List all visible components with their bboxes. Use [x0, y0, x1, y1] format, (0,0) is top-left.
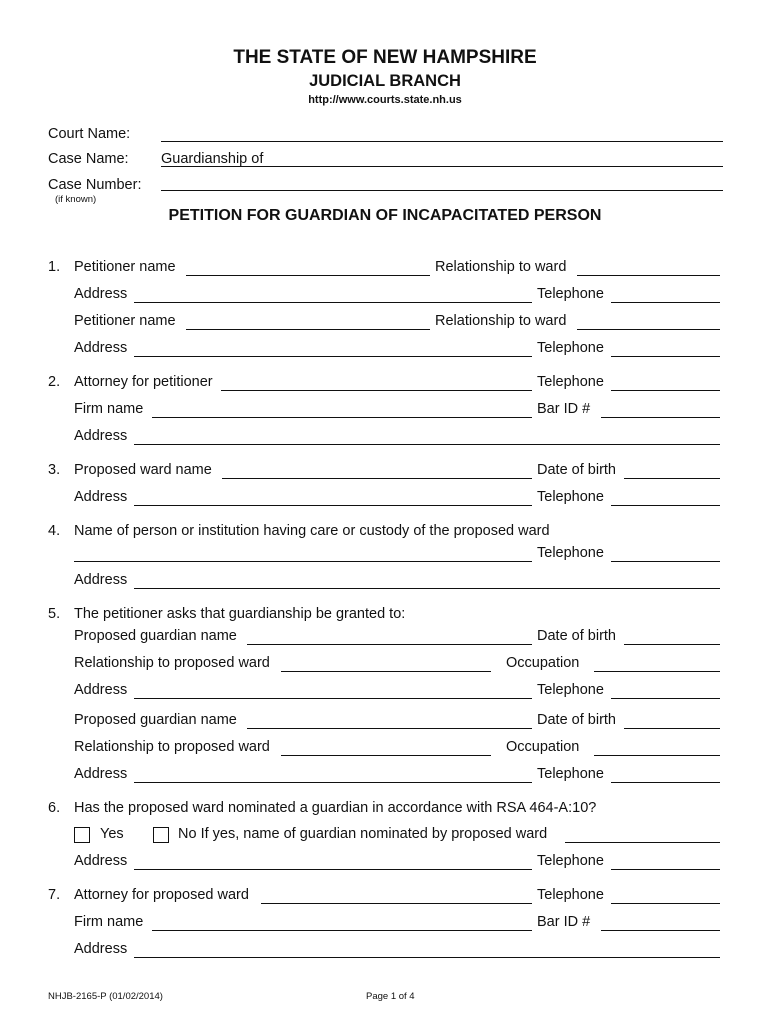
item-number: 3. [48, 462, 61, 478]
state-title: THE STATE OF NEW HAMPSHIRE [233, 47, 537, 68]
attorney-ward-field[interactable] [261, 903, 532, 904]
telephone-label: Telephone [537, 766, 604, 782]
form-id: NHJB-2165-P (01/02/2014) [48, 991, 163, 1002]
telephone-label: Telephone [537, 853, 604, 869]
branch-title: JUDICIAL BRANCH [309, 72, 461, 90]
telephone-field[interactable] [611, 698, 720, 699]
telephone-field[interactable] [611, 869, 720, 870]
custody-name-row [48, 545, 720, 565]
guardian-1-relationship-row [48, 655, 720, 675]
date-of-birth-field[interactable] [624, 728, 720, 729]
firm-name-label: Firm name [74, 401, 144, 417]
address-label: Address [74, 853, 128, 869]
petitioner-name-field[interactable] [186, 329, 430, 330]
ward-attorney-address-row [48, 941, 720, 961]
telephone-label: Telephone [537, 286, 604, 302]
petitioner-1-row [48, 259, 720, 279]
guardian-2-address-row [48, 766, 720, 786]
telephone-field[interactable] [611, 505, 720, 506]
occupation-label: Occupation [506, 655, 580, 671]
item-number: 7. [48, 887, 61, 903]
proposed-guardian-label: Proposed guardian name [74, 628, 237, 644]
firm-name-field[interactable] [152, 417, 532, 418]
date-of-birth-label: Date of birth [537, 712, 616, 728]
item-number: 2. [48, 374, 61, 390]
relationship-label: Relationship to ward [435, 313, 567, 329]
telephone-field[interactable] [611, 561, 720, 562]
case-name-label: Case Name: [48, 151, 129, 167]
attorney-petitioner-field[interactable] [221, 390, 532, 391]
telephone-field[interactable] [611, 356, 720, 357]
item-number: 1. [48, 259, 61, 275]
date-of-birth-label: Date of birth [537, 628, 616, 644]
address-field[interactable] [134, 782, 532, 783]
telephone-label: Telephone [537, 374, 604, 390]
bar-id-label: Bar ID # [537, 914, 591, 930]
address-label: Address [74, 340, 128, 356]
bar-id-field[interactable] [601, 417, 720, 418]
no-checkbox[interactable] [153, 827, 169, 843]
bar-id-field[interactable] [601, 930, 720, 931]
petitioner-name-label: Petitioner name [74, 259, 176, 275]
nomination-answer-row [48, 826, 720, 846]
address-field[interactable] [134, 698, 532, 699]
guardian-1-row [48, 628, 720, 648]
custody-question-row [48, 523, 720, 543]
attorney-petitioner-label: Attorney for petitioner [74, 374, 213, 390]
proposed-guardian-label: Proposed guardian name [74, 712, 237, 728]
bar-id-label: Bar ID # [537, 401, 591, 417]
occupation-field[interactable] [594, 671, 720, 672]
yes-label: Yes [100, 826, 124, 842]
if-known-note: (if known) [55, 194, 97, 205]
telephone-label: Telephone [537, 545, 604, 561]
relationship-field[interactable] [577, 329, 720, 330]
occupation-label: Occupation [506, 739, 580, 755]
date-of-birth-field[interactable] [624, 478, 720, 479]
relationship-label: Relationship to ward [435, 259, 567, 275]
occupation-field[interactable] [594, 755, 720, 756]
telephone-field[interactable] [611, 903, 720, 904]
petitioner-2-row [48, 313, 720, 333]
court-url[interactable]: http://www.courts.state.nh.us [308, 94, 462, 106]
guardianship-question-row [48, 606, 720, 626]
item-number: 6. [48, 800, 61, 816]
address-field[interactable] [134, 505, 532, 506]
form-title: PETITION FOR GUARDIAN OF INCAPACITATED PERSON [168, 207, 602, 224]
custody-name-field[interactable] [74, 561, 532, 562]
telephone-field[interactable] [611, 302, 720, 303]
case-name-prefix: Guardianship of [161, 151, 264, 167]
telephone-field[interactable] [611, 782, 720, 783]
attorney-ward-label: Attorney for proposed ward [74, 887, 249, 903]
relationship-field[interactable] [577, 275, 720, 276]
address-field[interactable] [134, 869, 532, 870]
guardianship-question: The petitioner asks that guardianship be granted to: [74, 606, 406, 622]
nominated-guardian-field[interactable] [565, 842, 720, 843]
case-number-field[interactable] [161, 190, 723, 191]
address-label: Address [74, 428, 128, 444]
firm-name-field[interactable] [152, 930, 532, 931]
guardian-1-address-row [48, 682, 720, 702]
petitioner-2-address-row [48, 340, 720, 360]
item-number: 5. [48, 606, 61, 622]
telephone-label: Telephone [537, 489, 604, 505]
petitioner-1-address-row [48, 286, 720, 306]
guardian-2-relationship-row [48, 739, 720, 759]
address-label: Address [74, 572, 128, 588]
custody-address-row [48, 572, 720, 592]
address-label: Address [74, 941, 128, 957]
nominated-address-row [48, 853, 720, 873]
firm-row [48, 401, 720, 421]
telephone-label: Telephone [537, 887, 604, 903]
telephone-label: Telephone [537, 682, 604, 698]
petitioner-name-field[interactable] [186, 275, 430, 276]
firm-name-label: Firm name [74, 914, 144, 930]
address-field[interactable] [134, 356, 532, 357]
address-label: Address [74, 766, 128, 782]
custody-question: Name of person or institution having care or custody of the proposed ward [74, 523, 550, 539]
proposed-guardian-field[interactable] [247, 728, 532, 729]
address-field[interactable] [134, 957, 720, 958]
relationship-proposed-ward-label: Relationship to proposed ward [74, 655, 270, 671]
no-label: No If yes, name of guardian nominated by proposed ward [178, 826, 548, 842]
attorney-address-row [48, 428, 720, 448]
nomination-question: Has the proposed ward nominated a guardian in accordance with RSA 464-A:10? [74, 800, 597, 816]
address-label: Address [74, 286, 128, 302]
proposed-ward-field[interactable] [222, 478, 532, 479]
proposed-ward-row [48, 462, 720, 482]
guardian-2-row [48, 712, 720, 732]
address-field[interactable] [134, 302, 532, 303]
petitioner-name-label: Petitioner name [74, 313, 176, 329]
page-number: Page 1 of 4 [366, 991, 415, 1002]
attorney-ward-row [48, 887, 720, 907]
relationship-proposed-ward-field[interactable] [281, 755, 491, 756]
address-field[interactable] [134, 444, 720, 445]
telephone-label: Telephone [537, 340, 604, 356]
ward-address-row [48, 489, 720, 509]
relationship-proposed-ward-field[interactable] [281, 671, 491, 672]
case-number-label: Case Number: [48, 177, 142, 193]
address-label: Address [74, 489, 128, 505]
case-name-field[interactable] [161, 166, 723, 167]
address-field[interactable] [134, 588, 720, 589]
attorney-petitioner-row [48, 374, 720, 394]
yes-checkbox[interactable] [74, 827, 90, 843]
court-name-field[interactable] [161, 141, 723, 142]
proposed-guardian-field[interactable] [247, 644, 532, 645]
address-label: Address [74, 682, 128, 698]
ward-firm-row [48, 914, 720, 934]
telephone-field[interactable] [611, 390, 720, 391]
proposed-ward-label: Proposed ward name [74, 462, 212, 478]
nomination-question-row [48, 800, 720, 820]
date-of-birth-label: Date of birth [537, 462, 616, 478]
item-number: 4. [48, 523, 61, 539]
date-of-birth-field[interactable] [624, 644, 720, 645]
court-name-label: Court Name: [48, 126, 131, 142]
relationship-proposed-ward-label: Relationship to proposed ward [74, 739, 270, 755]
